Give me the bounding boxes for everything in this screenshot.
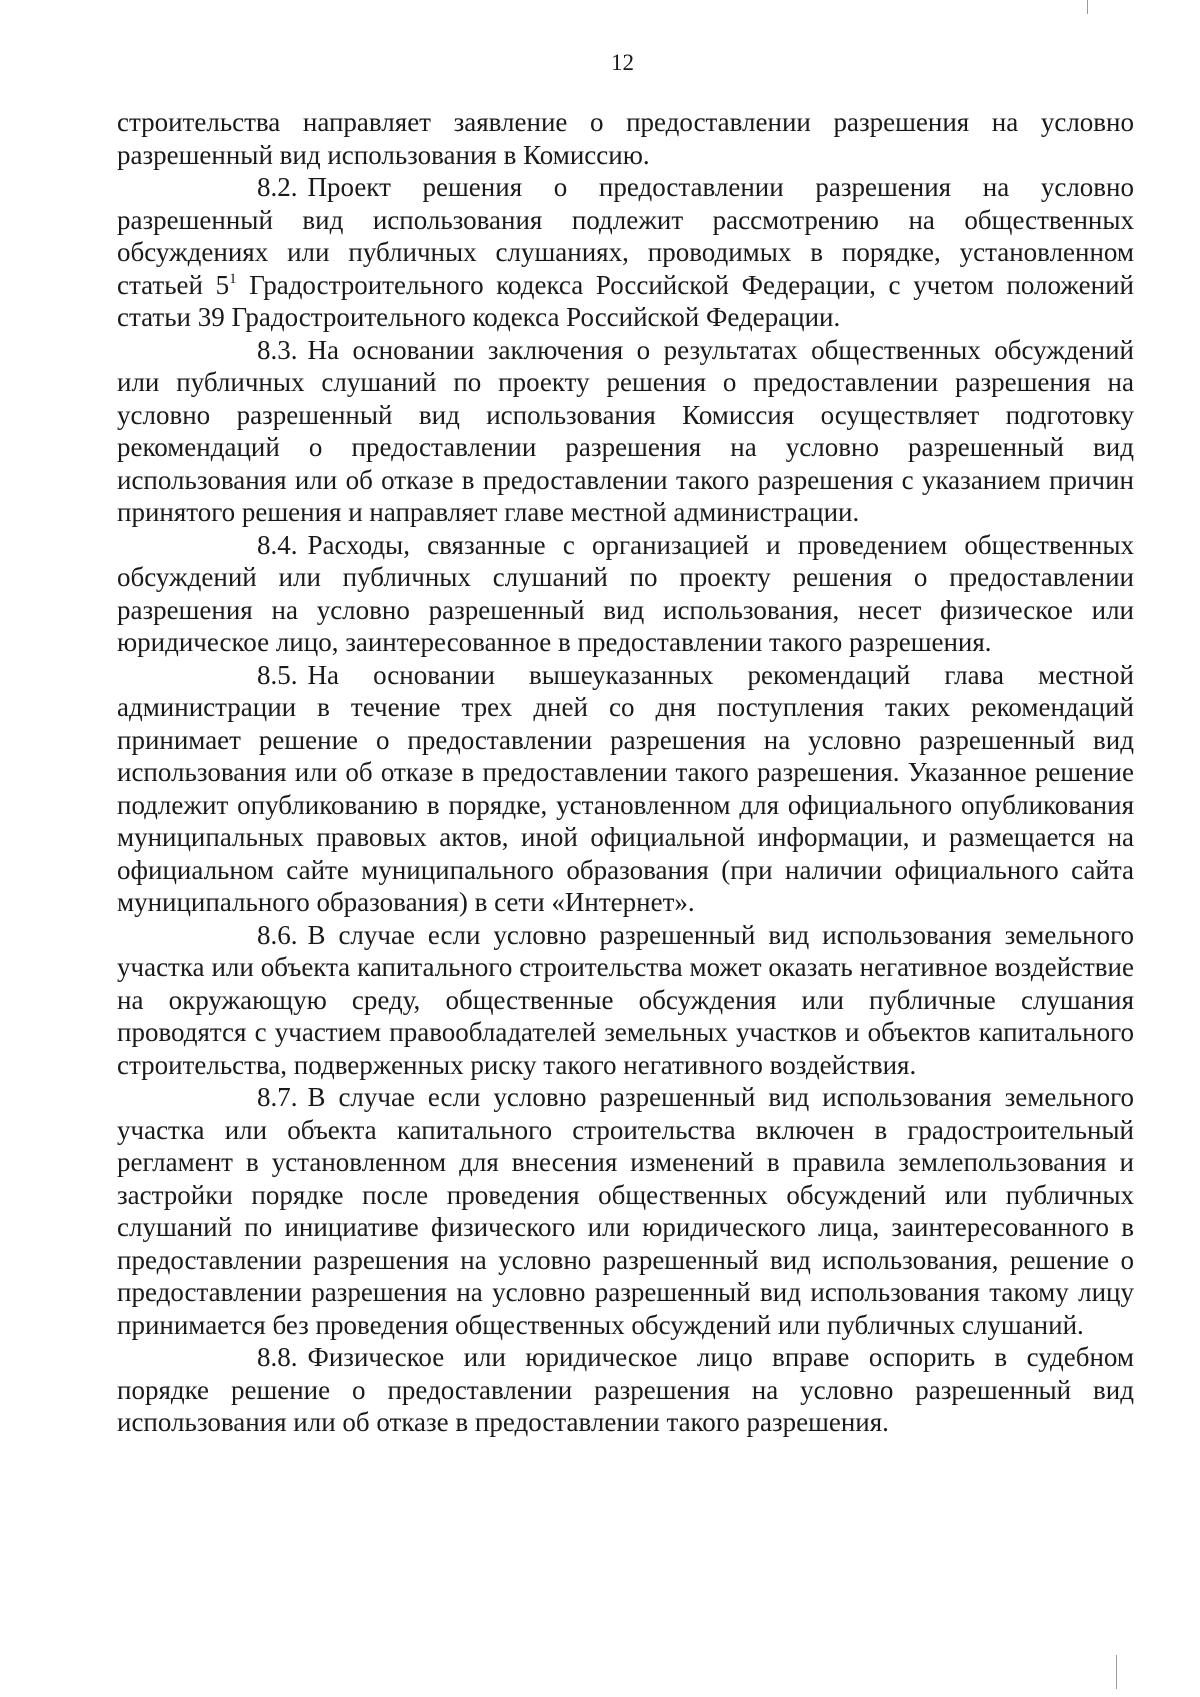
paragraph-number: 8.8. [257,1342,298,1372]
paragraph-number: 8.6. [257,919,298,950]
paragraph-text: Градостроительного кодекса Российской Федерации, с учетом положений статьи 39 Градостроительного кодекса Российской Федерации. [117,269,1134,332]
paragraph-text: В случае если условно разрешенный вид использования земельного участка или объекта капитального строительства включен в градостроительный регламент в установленном для внесения изменений в правила землепользования и застройки порядке после проведения общественных обсуждений или публичных слушаний по инициативе физического или юридического лица, заинтересованного в предоставлении разрешения на условно разрешенный вид использования, решение о предоставлении разрешения на условно разрешенный вид использования такому лицу принимается без проведения общественных обсуждений или публичных слушаний. [117,1082,1134,1340]
paragraph-text: На основании вышеуказанных рекомендаций глава местной администрации в течение трех дней со дня поступления таких рекомендаций принимает решение о предоставлении разрешения на условно разрешенный вид использования или об отказе в предоставлении такого разрешения. Указанное решение подлежит опубликованию в порядке, установленном для официального опубликования муниципальных правовых актов, иной официальной информации, и размещается на официальном сайте муниципального образования (при наличии официального сайта муниципального образования) в сети «Интернет». [117,659,1134,917]
superscript: 1 [229,270,237,287]
paragraph-number: 8.3. [257,334,298,365]
paragraph-text: Физическое или юридическое лицо вправе оспорить в судебном порядке решение о предоставлении разрешения на условно разрешенный вид использования или об отказе в предоставлении такого разрешения. [117,1342,1134,1437]
paragraph-text: Проект решения о предоставлении разрешения на условно разрешенный вид использования подлежит рассмотрению на общественных обсуждениях или публичных слушаниях, проводимых в порядке, установленном статьей 5 [117,172,1134,300]
page-number: 12 [611,50,634,75]
paragraph-number: 8.7. [257,1082,298,1112]
paragraph-text: В случае если условно разрешенный вид использования земельного участка или объекта капитального строительства может оказать негативное воздействие на окружающую среду, общественные обсуждения или публичные слушания проводятся с участием правообладателей земельных участков и объектов капитального строительства, подверженных риску такого негативного воздействия. [117,919,1134,1080]
paragraph-number: 8.5. [257,659,298,690]
paragraph-8-4 [117,529,1134,659]
scan-edge-mark [1087,0,1088,14]
paragraph-8-2 [117,171,1134,334]
paragraph-8-6 [117,919,1134,1082]
paragraph-8-3 [117,334,1134,529]
paragraph-8-5 [117,659,1134,919]
document-body [117,106,1134,1439]
paragraph-text: На основании заключения о результатах общественных обсуждений или публичных слушаний по проекту решения о предоставлении разрешения на условно разрешенный вид использования Комиссия осуществляет подготовку рекомендаций о предоставлении разрешения на условно разрешенный вид использования или об отказе в предоставлении такого разрешения с указанием причин принятого решения и направляет главе местной администрации. [117,334,1134,527]
scan-edge-mark [1116,1655,1117,1689]
paragraph-8-7 [117,1081,1134,1341]
paragraph-continuation [117,106,1134,171]
paragraph-text: Расходы, связанные с организацией и проведением общественных обсуждений или публичных слушаний по проекту решения о предоставлении разрешения на условно разрешенный вид использования, несет физическое или юридическое лицо, заинтересованное в предоставлении такого разрешения. [117,529,1134,657]
paragraph-number: 8.4. [257,529,298,560]
paragraph-8-8 [117,1341,1134,1439]
paragraph-number: 8.2. [257,172,298,202]
paragraph-text: строительства направляет заявление о предоставлении разрешения на условно разрешенный вид использования в Комиссию. [117,107,1134,170]
